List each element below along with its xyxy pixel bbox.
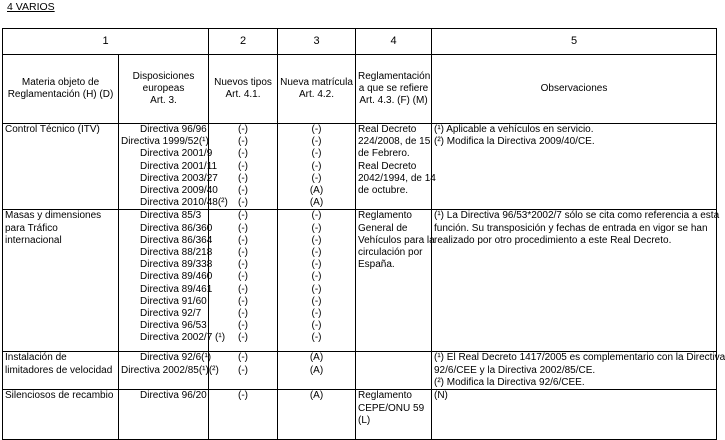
disposiciones-cell-line: Directiva 85/3 bbox=[140, 210, 202, 222]
disposiciones-cell-line: Directiva 96/20 bbox=[140, 390, 207, 402]
nuevos-tipos-cell-line: (-) bbox=[238, 172, 248, 184]
reglamentacion-cell-line: Real Decreto bbox=[358, 124, 417, 135]
column-number: 5 bbox=[432, 29, 717, 55]
observaciones-cell bbox=[432, 210, 720, 352]
reglamentacion-cell-line: España. bbox=[358, 259, 395, 271]
nueva-matricula-cell-line: (-) bbox=[311, 222, 322, 234]
header-materia: Materia objeto de Reglamentación (H) (D) bbox=[3, 55, 119, 124]
disposiciones-cell-line: Directiva 89/460 bbox=[140, 271, 213, 283]
column-number: 3 bbox=[278, 29, 356, 55]
header-nueva-matricula: Nueva matrícula Art. 4.2. bbox=[278, 55, 356, 124]
observaciones-cell-line: (N) bbox=[434, 390, 448, 402]
header-disposiciones: Disposiciones europeas Art. 3. bbox=[119, 55, 209, 124]
nuevos-tipos-cell-line: (-) bbox=[238, 197, 248, 209]
nueva-matricula-cell-line: (-) bbox=[311, 259, 322, 271]
nueva-matricula-cell-line: (A) bbox=[309, 352, 324, 364]
nueva-matricula-cell-line: (A) bbox=[309, 364, 324, 376]
reglamentacion-cell-line: Vehículos para la bbox=[358, 234, 435, 246]
disposiciones-cell-line: Directiva 2010/48(²) bbox=[140, 197, 228, 209]
header-reglamentacion: Reglamentación a que se refiere Art. 4.3. (F) (M) bbox=[356, 55, 432, 124]
table-row bbox=[3, 390, 717, 440]
nuevos-tipos-cell-line: (-) bbox=[238, 332, 248, 344]
nuevos-tipos-cell-line: (-) bbox=[238, 283, 248, 295]
reglamentacion-cell-line: de Febrero. bbox=[358, 148, 410, 160]
nuevos-tipos-cell-line: (-) bbox=[238, 352, 248, 364]
observaciones-cell bbox=[432, 352, 725, 390]
nuevos-tipos-cell-line: (-) bbox=[238, 247, 248, 259]
observaciones-cell bbox=[432, 124, 717, 210]
nueva-matricula-cell-line: (-) bbox=[311, 332, 322, 344]
disposiciones-cell bbox=[119, 352, 219, 390]
nuevos-tipos-cell-line: (-) bbox=[238, 148, 248, 160]
column-number: 2 bbox=[209, 29, 278, 55]
observaciones-cell-line: (¹) Aplicable a vehículos en servicio. bbox=[434, 124, 594, 135]
header-observaciones: Observaciones bbox=[432, 55, 717, 124]
materia-cell: Instalación de limitadores de velocidad bbox=[3, 352, 119, 390]
nuevos-tipos-cell-line: (-) bbox=[238, 234, 248, 246]
table-row bbox=[3, 210, 717, 352]
nueva-matricula-cell-line: (-) bbox=[311, 271, 322, 283]
disposiciones-cell-line: Directiva 86/364 bbox=[140, 234, 213, 246]
observaciones-cell-line: (²) Modifica la Directiva 2009/40/CE. bbox=[434, 136, 595, 148]
nueva-matricula-cell-line: (-) bbox=[311, 136, 322, 148]
nueva-matricula-cell-line: (-) bbox=[311, 210, 322, 222]
disposiciones-cell-line: Directiva 91/60 bbox=[140, 295, 207, 307]
nuevos-tipos-cell-line: (-) bbox=[238, 124, 248, 135]
nueva-matricula-cell-line: (A) bbox=[309, 185, 324, 197]
nueva-matricula-cell bbox=[278, 390, 356, 440]
reglamentacion-cell-line: Real Decreto bbox=[358, 160, 417, 172]
reglamentacion-cell bbox=[356, 390, 432, 440]
section-heading: 4 VARIOS bbox=[7, 1, 55, 13]
nueva-matricula-cell-line: (-) bbox=[311, 160, 322, 172]
disposiciones-cell-line: Directiva 2003/27 bbox=[140, 172, 218, 184]
nuevos-tipos-cell-line: (-) bbox=[238, 308, 248, 320]
column-header-row bbox=[3, 55, 717, 124]
materia-cell: Silenciosos de recambio bbox=[3, 390, 119, 440]
reglamentacion-cell-line: CEPE/ONU 59 bbox=[358, 402, 425, 414]
observaciones-cell-line: 92/6/CEE y la Directiva 2002/85/CE. bbox=[434, 364, 596, 376]
reglamentacion-cell-line: Reglamento bbox=[358, 210, 412, 222]
nueva-matricula-cell-line: (-) bbox=[311, 295, 322, 307]
observaciones-cell-line: (¹) La Directiva 96/53*2002/7 sólo se cita como referencia a esta bbox=[434, 210, 720, 222]
nuevos-tipos-cell-line: (-) bbox=[238, 295, 248, 307]
disposiciones-cell-line: Directiva 89/338 bbox=[140, 259, 213, 271]
nueva-matricula-cell bbox=[278, 210, 356, 352]
disposiciones-cell-line: Directiva 92/7 bbox=[140, 308, 202, 320]
nuevos-tipos-cell-line: (-) bbox=[238, 160, 248, 172]
nueva-matricula-cell bbox=[278, 124, 356, 210]
reglamentacion-cell-line: (L) bbox=[358, 414, 371, 426]
nueva-matricula-cell-line: (-) bbox=[311, 283, 322, 295]
nueva-matricula-cell-line: (-) bbox=[311, 124, 322, 135]
nuevos-tipos-cell-line: (-) bbox=[238, 136, 248, 148]
nueva-matricula-cell-line: (-) bbox=[311, 148, 322, 160]
reglamentacion-cell-line: de octubre. bbox=[358, 185, 409, 197]
disposiciones-cell-line: Directiva 92/6(¹) bbox=[140, 352, 212, 364]
disposiciones-cell-line: Directiva 2001/9 bbox=[140, 148, 213, 160]
nueva-matricula-cell-line: (-) bbox=[311, 234, 322, 246]
disposiciones-cell-line: Directiva 2002/7 (¹) bbox=[140, 332, 226, 344]
reglamentacion-cell-line: 224/2008, de 15 bbox=[358, 136, 431, 148]
disposiciones-cell bbox=[119, 390, 209, 440]
nuevos-tipos-cell bbox=[209, 352, 278, 390]
nuevos-tipos-cell-line: (-) bbox=[238, 259, 248, 271]
column-number: 1 bbox=[3, 29, 209, 55]
reglamentacion-cell bbox=[356, 210, 435, 352]
disposiciones-cell-line: Directiva 2001/11 bbox=[140, 160, 218, 172]
reglamentacion-cell-line: General de bbox=[358, 222, 408, 234]
nuevos-tipos-cell-line: (-) bbox=[238, 390, 248, 402]
nueva-matricula-cell-line: (-) bbox=[311, 308, 322, 320]
reglamentacion-cell bbox=[356, 352, 432, 390]
nueva-matricula-cell-line: (-) bbox=[311, 247, 322, 259]
reglamentacion-cell-line: circulación por bbox=[358, 247, 423, 259]
observaciones-cell-line: realizado por otro procedimiento a este Real Decreto. bbox=[434, 234, 672, 246]
regulation-table bbox=[2, 28, 725, 440]
disposiciones-cell-line: Directiva 89/461 bbox=[140, 283, 213, 295]
disposiciones-cell-line: Directiva 1999/52(¹) bbox=[121, 136, 209, 148]
nueva-matricula-cell-line: (A) bbox=[309, 390, 324, 402]
nuevos-tipos-cell-line: (-) bbox=[238, 210, 248, 222]
nueva-matricula-cell-line: (-) bbox=[311, 320, 322, 332]
nuevos-tipos-cell-line: (-) bbox=[238, 320, 248, 332]
disposiciones-cell-line: Directiva 88/218 bbox=[140, 247, 213, 259]
disposiciones-cell-line: Directiva 2009/40 bbox=[140, 185, 218, 197]
materia-cell: Masas y dimensiones para Tráfico internacional bbox=[3, 210, 119, 352]
disposiciones-cell bbox=[119, 210, 226, 352]
materia-cell: Control Técnico (ITV) bbox=[3, 124, 119, 210]
observaciones-cell bbox=[432, 390, 717, 440]
nuevos-tipos-cell bbox=[209, 210, 278, 352]
header-nuevos-tipos: Nuevos tipos Art. 4.1. bbox=[209, 55, 278, 124]
observaciones-cell-line: función. Su transposición y fechas de entrada en vigor se han bbox=[434, 222, 708, 234]
nuevos-tipos-cell-line: (-) bbox=[238, 271, 248, 283]
nuevos-tipos-cell-line: (-) bbox=[238, 185, 248, 197]
reglamentacion-cell bbox=[356, 124, 436, 210]
observaciones-cell-line: (²) Modifica la Directiva 92/6/CEE. bbox=[434, 376, 585, 388]
nuevos-tipos-cell bbox=[209, 390, 278, 440]
nueva-matricula-cell-line: (-) bbox=[311, 172, 322, 184]
disposiciones-cell-line: Directiva 96/53 bbox=[140, 320, 207, 332]
observaciones-cell-line: (¹) El Real Decreto 1417/2005 es complementario con la Directiva bbox=[434, 352, 725, 364]
reglamentacion-cell-line: Reglamento bbox=[358, 390, 412, 402]
nueva-matricula-cell-line: (A) bbox=[309, 197, 324, 209]
disposiciones-cell-line: Directiva 86/360 bbox=[140, 222, 213, 234]
disposiciones-cell-line: Directiva 2002/85(¹)(²) bbox=[121, 364, 219, 376]
nueva-matricula-cell bbox=[278, 352, 356, 390]
table-row bbox=[3, 124, 717, 210]
disposiciones-cell-line: Directiva 96/96 bbox=[140, 124, 207, 135]
nuevos-tipos-cell-line: (-) bbox=[238, 364, 248, 376]
reglamentacion-cell-line: 2042/1994, de 14 bbox=[358, 172, 436, 184]
column-number: 4 bbox=[356, 29, 432, 55]
disposiciones-cell bbox=[119, 124, 228, 210]
column-number-row bbox=[3, 29, 717, 55]
table-row bbox=[3, 352, 717, 390]
nuevos-tipos-cell-line: (-) bbox=[238, 222, 248, 234]
